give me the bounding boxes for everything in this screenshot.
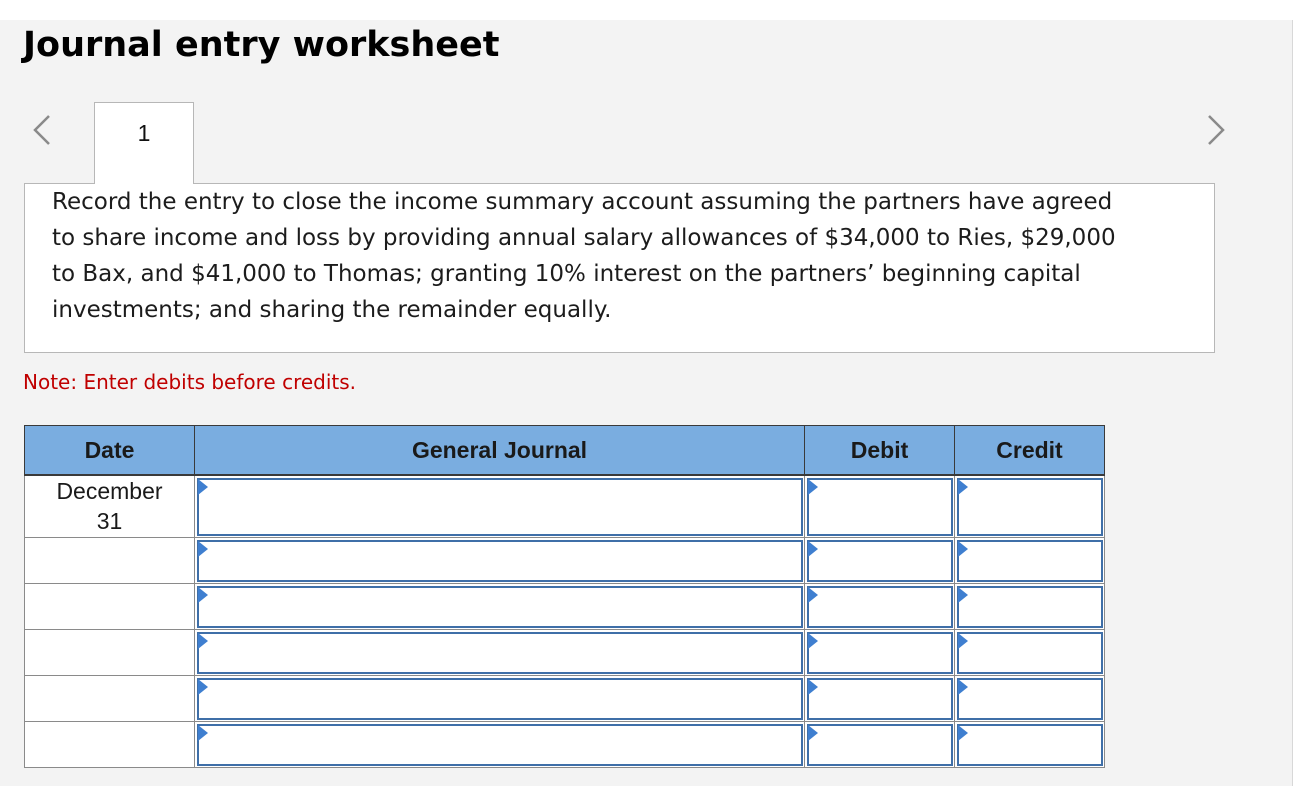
column-header-debit: Debit (805, 426, 955, 476)
debit-input-cell[interactable] (805, 675, 955, 721)
page-title: Journal entry worksheet (23, 25, 500, 65)
credit-input[interactable] (957, 478, 1103, 536)
table-row (25, 583, 1105, 629)
chevron-left-icon (31, 113, 53, 147)
credit-input[interactable] (957, 678, 1103, 720)
account-select[interactable] (197, 678, 803, 720)
date-value: December 31 (56, 478, 163, 534)
prev-entry-button[interactable] (24, 108, 60, 152)
account-select-cell[interactable] (195, 583, 805, 629)
journal-table (24, 425, 1105, 768)
credit-input[interactable] (957, 586, 1103, 628)
table-row (25, 537, 1105, 583)
credit-input-cell[interactable] (955, 537, 1105, 583)
question-box (24, 183, 1215, 353)
table-row (25, 475, 1105, 537)
debit-input-cell[interactable] (805, 537, 955, 583)
debit-input-cell[interactable] (805, 583, 955, 629)
credit-input[interactable] (957, 540, 1103, 582)
chevron-right-icon (1205, 113, 1227, 147)
debit-input[interactable] (807, 632, 953, 674)
account-select-cell[interactable] (195, 721, 805, 767)
date-cell (25, 537, 195, 583)
account-select[interactable] (197, 586, 803, 628)
account-select-cell[interactable] (195, 475, 805, 537)
debit-input[interactable] (807, 586, 953, 628)
account-select-cell[interactable] (195, 629, 805, 675)
debit-input-cell[interactable] (805, 721, 955, 767)
date-cell (25, 629, 195, 675)
debit-input[interactable] (807, 724, 953, 766)
entry-tab-1[interactable] (94, 102, 194, 184)
credit-input[interactable] (957, 632, 1103, 674)
entry-tab-label: 1 (137, 120, 151, 146)
debit-input-cell[interactable] (805, 629, 955, 675)
account-select[interactable] (197, 724, 803, 766)
credit-input-cell[interactable] (955, 629, 1105, 675)
instruction-note: Note: Enter debits before credits. (23, 370, 357, 394)
credit-input[interactable] (957, 724, 1103, 766)
account-select[interactable] (197, 478, 803, 536)
column-header-date: Date (25, 426, 195, 476)
account-select[interactable] (197, 540, 803, 582)
table-row (25, 629, 1105, 675)
debit-input[interactable] (807, 678, 953, 720)
credit-input-cell[interactable] (955, 675, 1105, 721)
debit-input[interactable] (807, 540, 953, 582)
column-header-credit: Credit (955, 426, 1105, 476)
next-entry-button[interactable] (1198, 108, 1234, 152)
account-select-cell[interactable] (195, 537, 805, 583)
date-cell (25, 675, 195, 721)
credit-input-cell[interactable] (955, 583, 1105, 629)
table-row (25, 721, 1105, 767)
date-cell (25, 583, 195, 629)
debit-input-cell[interactable] (805, 475, 955, 537)
debit-input[interactable] (807, 478, 953, 536)
date-cell (25, 721, 195, 767)
date-cell (25, 475, 195, 537)
credit-input-cell[interactable] (955, 475, 1105, 537)
question-text: Record the entry to close the income summary account assuming the partners have agreed to share income and loss by providing annual salary allowances of $34,000 to Ries, $29,000 to Bax, and $41,000 to Thomas; granting 10% interest on the partners’ beginning capital investments; and sharing the remainder equally. (52, 189, 1116, 323)
journal-header-row (25, 426, 1105, 476)
credit-input-cell[interactable] (955, 721, 1105, 767)
column-header-general-journal: General Journal (195, 426, 805, 476)
account-select[interactable] (197, 632, 803, 674)
account-select-cell[interactable] (195, 675, 805, 721)
table-row (25, 675, 1105, 721)
